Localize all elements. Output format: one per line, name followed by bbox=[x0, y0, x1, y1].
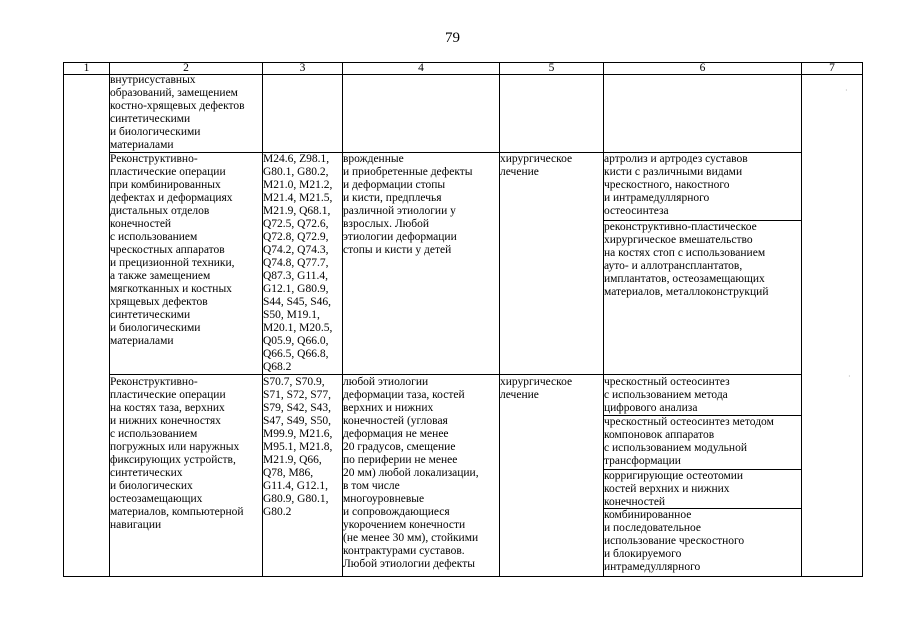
row1-col2-line: материалами bbox=[110, 335, 174, 347]
row1-col6b-line: реконструктивно-пластическое bbox=[604, 221, 757, 233]
row1-col2-line: с использованием bbox=[110, 231, 198, 243]
row1-col3-line: Q72.5, Q72.6, bbox=[263, 218, 329, 230]
row1-col3-line: M24.6, Z98.1, bbox=[263, 153, 330, 165]
row2-col6d-line: и блокируемого bbox=[604, 548, 682, 560]
header-cell: 7 bbox=[829, 62, 835, 74]
row1-col6b-line: имплантатов, остеозамещающих bbox=[604, 273, 765, 285]
row1-col2-line: дистальных отделов bbox=[110, 205, 210, 217]
row2-col4-line: в том числе bbox=[343, 480, 400, 492]
row2-col6d-line: и последовательное bbox=[604, 522, 701, 534]
row2-col4-line: верхних и нижних bbox=[343, 402, 434, 414]
row2-col4-line: 20 градусов, смещение bbox=[343, 441, 456, 453]
row2-col4-line: деформация не менее bbox=[343, 428, 449, 440]
header-cell: 1 bbox=[83, 62, 90, 74]
row2-col2-line: и биологических bbox=[110, 480, 193, 492]
row2-col3-line: M95.1, M21.8, bbox=[263, 441, 333, 453]
row2-col2-line: остеозамещающих bbox=[110, 493, 203, 505]
row2-col5-line: лечение bbox=[500, 389, 539, 401]
row2-col6c-line: конечностей bbox=[604, 496, 666, 508]
row2-col6b-line: чрескостный остеосинтез методом bbox=[604, 416, 774, 428]
row1-col3-line: S50, M19.1, bbox=[263, 309, 320, 321]
row1-col6a-line: и интрамедуллярного bbox=[604, 192, 710, 204]
row1-col3-line: M21.0, M21.2, bbox=[263, 179, 333, 191]
row1-col3-line: Q74.2, Q74.3, bbox=[263, 244, 329, 256]
row2-col6a-line: цифрового анализа bbox=[604, 402, 698, 414]
row1-col4-line: стопы и кисти у детей bbox=[343, 244, 452, 256]
row2-col4-line: Любой этиологии дефекты bbox=[343, 558, 475, 570]
row2-col2-line: материалов, компьютерной bbox=[110, 506, 244, 518]
row1-col2-line: мягкотканных и костных bbox=[110, 283, 232, 295]
row1-col6b-line: хирургическое вмешательство bbox=[604, 234, 753, 246]
row2-col6c-line: костей верхних и нижних bbox=[604, 483, 730, 495]
row1-col6a-line: чрескостного, накостного bbox=[604, 179, 730, 191]
row2-col4-line: по периферии не менее bbox=[343, 454, 458, 466]
row2-col2-line: навигации bbox=[110, 519, 162, 531]
row1-col6b-line: ауто- и аллотрансплантатов, bbox=[604, 260, 743, 272]
row1-col3-line: M21.4, M21.5, bbox=[263, 192, 333, 204]
row1-col6b-line: материалов, металлоконструкций bbox=[604, 286, 769, 298]
row2-col5-line: хирургическое bbox=[500, 376, 573, 388]
row2-col2-line: погружных или наружных bbox=[110, 441, 240, 453]
row2-col3-line: S71, S72, S77, bbox=[263, 389, 332, 401]
row1-col3-line: Q66.5, Q66.8, bbox=[263, 348, 329, 360]
row1-col4-line: различной этиологии у bbox=[343, 205, 456, 217]
row2-col2-line: Реконструктивно- bbox=[110, 376, 198, 388]
row1-col2-line: пластические операции bbox=[110, 166, 226, 178]
row0-col2-line: образований, замещением bbox=[110, 87, 238, 99]
row1-col3-line: Q87.3, G11.4, bbox=[263, 270, 329, 282]
row1-col6a-line: остеосинтеза bbox=[604, 205, 669, 217]
row1-col3-line: Q05.9, Q66.0, bbox=[263, 335, 329, 347]
row1-col6b-line: на костях стоп с использованием bbox=[604, 247, 766, 259]
row2-col3-line: G80.9, G80.1, bbox=[263, 493, 329, 505]
row2-col6d-line: комбинированное bbox=[604, 509, 692, 521]
row2-col2-line: синтетических bbox=[110, 467, 183, 479]
row1-col6a-line: кисти с различными видами bbox=[604, 166, 743, 178]
row2-col6b-line: компоновок аппаратов bbox=[604, 429, 715, 441]
row2-col4-line: многоуровневые bbox=[343, 493, 425, 505]
row1-col3-line: Q72.8, Q72.9, bbox=[263, 231, 329, 243]
header-cell: 2 bbox=[183, 62, 189, 74]
table-bottom-border bbox=[63, 576, 863, 577]
row2-col2-line: фиксирующих устройств, bbox=[110, 454, 236, 466]
row2-col3-line: S79, S42, S43, bbox=[263, 402, 332, 414]
row2-col6d-line: использование чрескостного bbox=[604, 535, 745, 547]
row0-col2-line: материалами bbox=[110, 139, 174, 151]
row2-col3-line: G11.4, G12.1, bbox=[263, 480, 329, 492]
row1-col2-line: и прецизионной техники, bbox=[110, 257, 235, 269]
row1-col4-line: взрослых. Любой bbox=[343, 218, 429, 230]
row2-col4-line: деформации таза, костей bbox=[343, 389, 465, 401]
row0-col2-line: костно-хрящевых дефектов bbox=[110, 100, 245, 112]
row1-col4-line: этиологии деформации bbox=[343, 231, 457, 243]
row2-col4-line: 20 мм) любой локализации, bbox=[343, 467, 479, 479]
row2-col2-line: с использованием bbox=[110, 428, 198, 440]
row1-col2-line: хрящевых дефектов bbox=[110, 296, 208, 308]
row2-col6c-line: корригирующие остеотомии bbox=[604, 470, 744, 482]
col-border bbox=[63, 62, 64, 577]
row2-col3-line: S70.7, S70.9, bbox=[263, 376, 325, 388]
row1-col2-line: конечностей bbox=[110, 218, 172, 230]
row1-col6a-line: артролиз и артродез суставов bbox=[604, 153, 748, 165]
row1-col5-line: лечение bbox=[500, 166, 539, 178]
row1-col3-line: Q74.8, Q77.7, bbox=[263, 257, 329, 269]
row2-col2-line: на костях таза, верхних bbox=[110, 402, 225, 414]
row2-col6b-line: трансформации bbox=[604, 455, 681, 467]
row1-col2-line: синтетическими bbox=[110, 309, 191, 321]
row2-col6a-line: с использованием метода bbox=[604, 389, 728, 401]
row1-col3-line: G80.1, G80.2, bbox=[263, 166, 329, 178]
row2-col6a-line: чрескостный остеосинтез bbox=[604, 376, 730, 388]
row1-col3-line: G12.1, G80.9, bbox=[263, 283, 329, 295]
row1-col4-line: и деформации стопы bbox=[343, 179, 446, 191]
row2-col2-line: и нижних конечностях bbox=[110, 415, 221, 427]
col-border bbox=[801, 62, 802, 577]
row2-col3-line: G80.2 bbox=[263, 506, 292, 518]
scan-speck: · bbox=[848, 372, 851, 381]
row1-col2-line: чрескостных аппаратов bbox=[110, 244, 225, 256]
row0-col2-line: внутрисуставных bbox=[110, 74, 196, 86]
row1-col4-line: врожденные bbox=[343, 153, 404, 165]
row1-col5-line: хирургическое bbox=[500, 153, 573, 165]
page-number: 79 bbox=[445, 30, 460, 46]
header-cell: 6 bbox=[699, 62, 706, 74]
header-cell: 5 bbox=[548, 62, 555, 74]
row2-col4-line: любой этиологии bbox=[343, 376, 429, 388]
row1-col2-line: Реконструктивно- bbox=[110, 153, 198, 165]
row2-col6b-line: с использованием модульной bbox=[604, 442, 747, 454]
row2-col4-line: и сопровождающиеся bbox=[343, 506, 450, 518]
row1-col4-line: и приобретенные дефекты bbox=[343, 166, 473, 178]
row1-col2-line: и биологическими bbox=[110, 322, 201, 334]
col-border bbox=[862, 62, 863, 577]
row2-col6d-line: интрамедуллярного bbox=[604, 561, 701, 573]
row1-col3-line: S44, S45, S46, bbox=[263, 296, 332, 308]
row1-col2-line: а также замещением bbox=[110, 270, 211, 282]
row2-col4-line: конечностей (угловая bbox=[343, 415, 448, 427]
row1-col2-line: при комбинированных bbox=[110, 179, 221, 191]
row2-col3-line: S47, S49, S50, bbox=[263, 415, 332, 427]
row2-col3-line: M99.9, M21.6, bbox=[263, 428, 333, 440]
row0-col2-line: синтетическими bbox=[110, 113, 191, 125]
row1-col3-line: M21.9, Q68.1, bbox=[263, 205, 331, 217]
row2-col2-line: пластические операции bbox=[110, 389, 226, 401]
row1-col3-line: Q68.2 bbox=[263, 361, 292, 373]
row1-col4-line: и кисти, предплечья bbox=[343, 192, 442, 204]
row2-col3-line: Q78, M86, bbox=[263, 467, 314, 479]
header-cell: 4 bbox=[418, 62, 424, 74]
row1-col3-line: M20.1, M20.5, bbox=[263, 322, 333, 334]
row1-col2-line: дефектах и деформациях bbox=[110, 192, 233, 204]
header-cell: 3 bbox=[299, 62, 306, 74]
row0-col2-line: и биологическими bbox=[110, 126, 201, 138]
col-border bbox=[499, 62, 500, 577]
row2-col4-line: укорочением конечности bbox=[343, 519, 466, 531]
row2-col4-line: (не менее 30 мм), стойкими bbox=[343, 532, 479, 544]
row1-bottom-border bbox=[109, 374, 802, 375]
scan-speck: · bbox=[845, 86, 848, 95]
row2-col4-line: контрактурами суставов. bbox=[343, 545, 465, 557]
row2-col3-line: M21.9, Q66, bbox=[263, 454, 322, 466]
